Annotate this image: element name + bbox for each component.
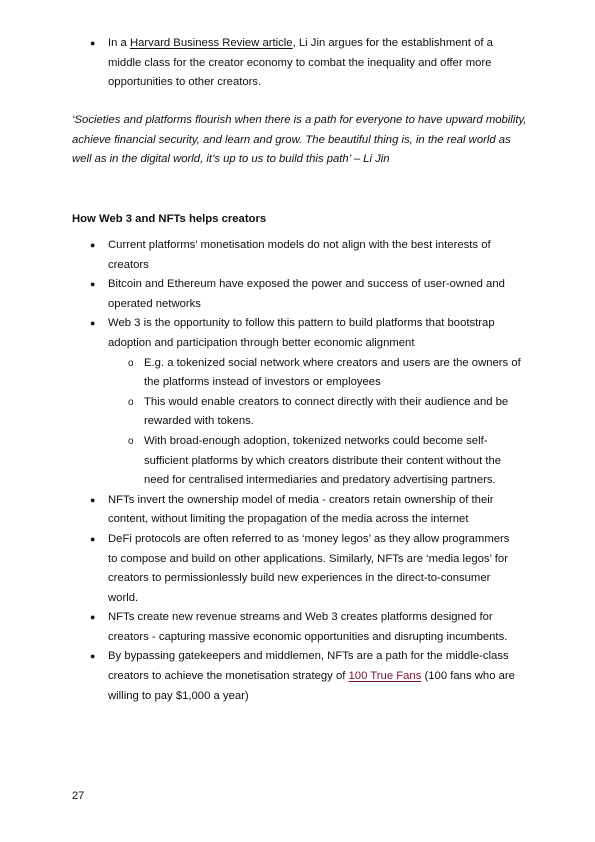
bullet-icon: ● bbox=[90, 612, 96, 623]
last-bullet-suffix: (100 fans who are willing to pay $1,000 a year) bbox=[108, 670, 515, 702]
list-item bbox=[0, 34, 595, 93]
section-list bbox=[0, 236, 595, 706]
section-heading: How Web 3 and NFTs helps creators bbox=[72, 213, 267, 225]
sub-list-item bbox=[0, 354, 595, 393]
circle-bullet-icon: o bbox=[128, 435, 134, 447]
bullet-icon: ● bbox=[90, 651, 96, 662]
circle-bullet-icon: o bbox=[128, 357, 134, 369]
sub-list-item bbox=[0, 393, 595, 432]
bullet-text: Current platforms’ monetisation models do not align with the best interests of creators bbox=[108, 239, 491, 271]
quote-paragraph: ‘Societies and platforms flourish when there is a path for everyone to have upward mobility, achieve financial security, and learn and grow. The beautiful thing is, in the real world as well as in the digital world, it’s up to us to build this path’ – Li Jin bbox=[72, 114, 527, 166]
bullet-icon: ● bbox=[90, 279, 96, 290]
list-item bbox=[0, 530, 595, 608]
page-number: 27 bbox=[72, 790, 85, 802]
last-bullet-prefix: By bypassing gatekeepers and middlemen, NFTs are a path for the middle-class creators to achieve the monetisation strategy of bbox=[108, 650, 509, 683]
bullet-text: Bitcoin and Ethereum have exposed the power and success of user-owned and operated networks bbox=[108, 278, 505, 310]
list-item bbox=[0, 608, 595, 647]
circle-bullet-icon: o bbox=[128, 396, 134, 408]
sub-bullet-text: With broad-enough adoption, tokenized networks could become self-sufficient platforms by which creators distribute their content without the need for centralised intermediaries and predatory advertising partners. bbox=[144, 434, 502, 487]
intro-prefix: In a bbox=[108, 37, 130, 49]
sub-list-item bbox=[0, 432, 595, 491]
bullet-icon: ● bbox=[90, 240, 96, 250]
bullet-icon: ● bbox=[90, 494, 96, 505]
bullet-text: Web 3 is the opportunity to follow this pattern to build platforms that bootstrap adoption and participation through better economic alignment bbox=[108, 317, 495, 349]
true-fans-link[interactable]: 100 True Fans bbox=[348, 670, 422, 683]
bullet-icon: ● bbox=[90, 533, 96, 544]
list-item bbox=[0, 275, 595, 314]
list-item bbox=[0, 314, 595, 353]
bullet-icon: ● bbox=[90, 38, 96, 48]
list-item bbox=[0, 236, 595, 275]
hbr-article-link[interactable]: Harvard Business Review article bbox=[129, 37, 293, 49]
intro-list bbox=[0, 34, 595, 93]
list-item bbox=[0, 491, 595, 530]
bullet-text: DeFi protocols are often referred to as ‘money legos’ as they allow programmers to compose and build on other applications. Similarly, NFTs are ‘media legos’ for creators to permissionlessly build new experiences in the direct-to-consumer world. bbox=[108, 532, 510, 604]
bullet-icon: ● bbox=[90, 318, 96, 329]
sub-bullet-text: E.g. a tokenized social network where creators and users are the owners of the platforms instead of investors or employees bbox=[144, 356, 521, 389]
list-item bbox=[0, 647, 595, 706]
bullet-text: NFTs invert the ownership model of media - creators retain ownership of their content, without limiting the propagation of the media across the internet bbox=[108, 493, 494, 526]
intro-suffix: , Li Jin argues for the establishment of a middle class for the creator economy to combat the inequality and offer more opportunities to other creators. bbox=[108, 37, 493, 89]
sub-bullet-text: This would enable creators to connect directly with their audience and be rewarded with tokens. bbox=[144, 395, 509, 428]
bullet-text: NFTs create new revenue streams and Web 3 creates platforms designed for creators - capturing massive economic opportunities and disrupting incumbents. bbox=[108, 611, 508, 643]
